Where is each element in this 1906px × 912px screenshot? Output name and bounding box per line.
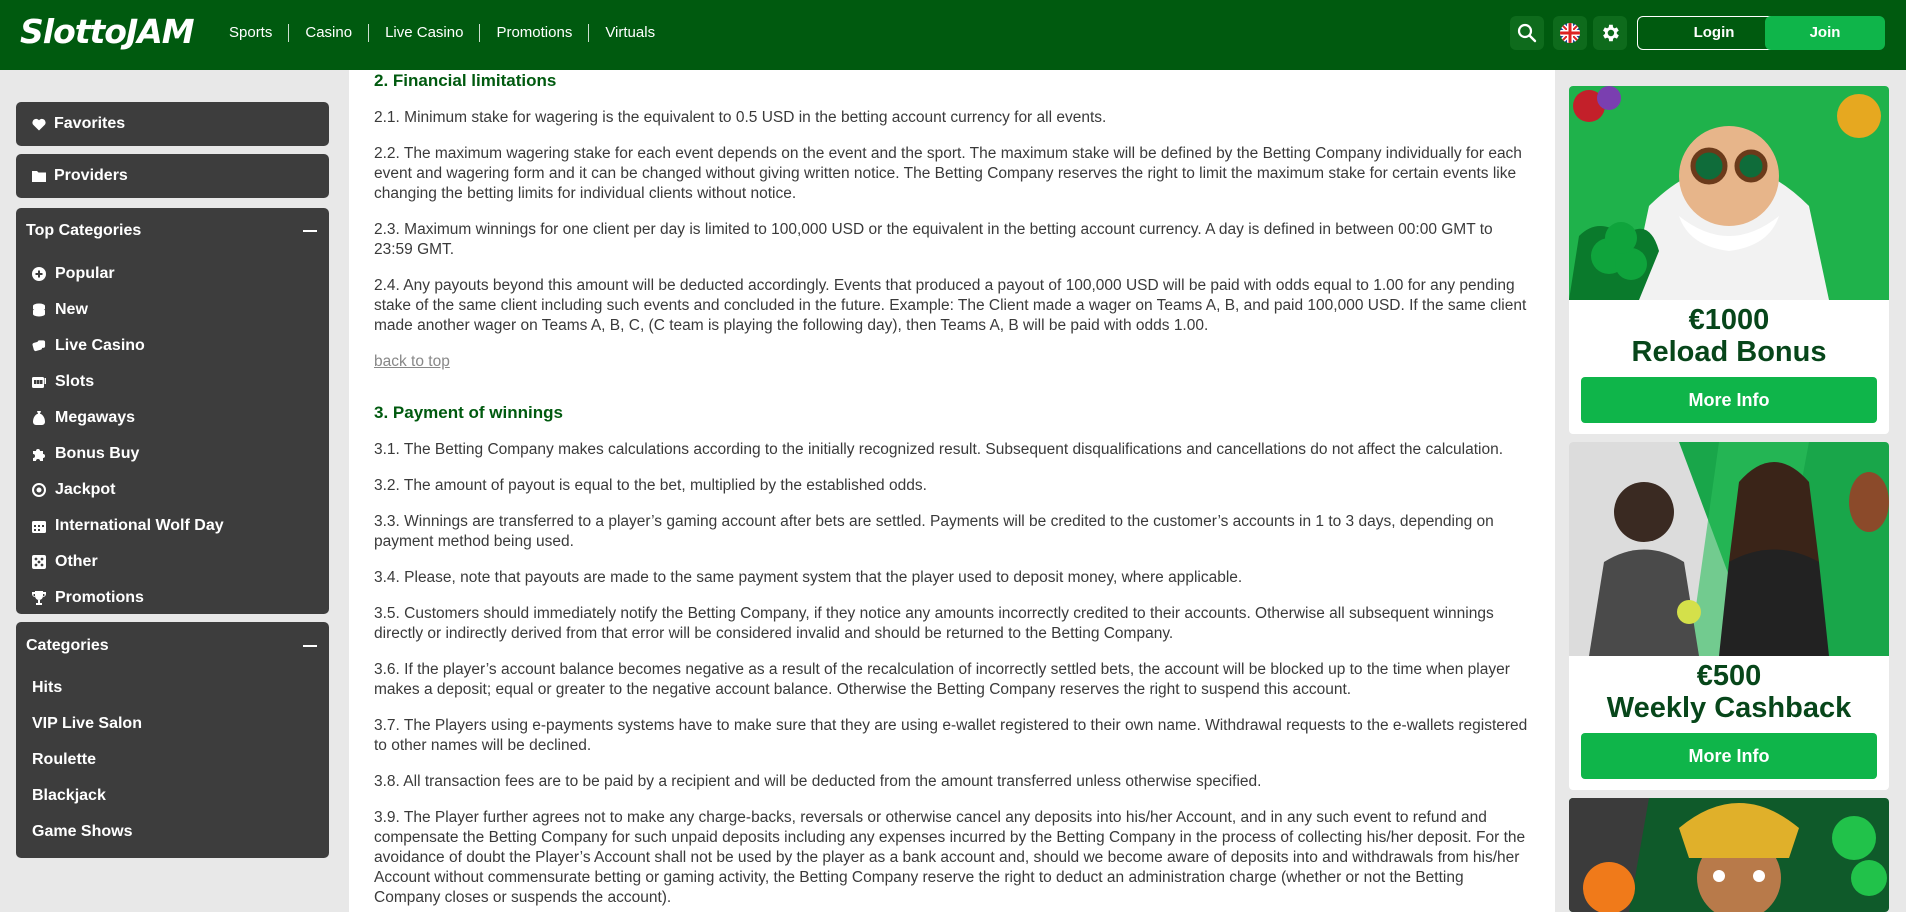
collapse-icon[interactable] xyxy=(303,645,317,647)
paragraph-3-5: 3.5. Customers should immediately notify the Betting Company, if they notice any amounts incorrectly credited to their accounts. Otherwise all subsequent winnings directly or indirectly derived from that error will be considered invalid and should be returned to the Betting Company. xyxy=(374,605,1494,642)
paragraph-2-2: 2.2. The maximum wagering stake for each event depends on the event and the sport. The maximum stake will be defined by the Betting Company individually for each event and wagering form and it can be changed without giving written notice. The Betting Company reserves the right to limit the maximum stake for certain events like changing the betting limits for individual clients without notice. xyxy=(374,145,1522,202)
calendar-icon xyxy=(32,519,46,533)
promo-amount: €500 xyxy=(1696,660,1762,692)
promo-amount: €1000 xyxy=(1688,304,1770,336)
sidebar-item-jackpot[interactable]: Jackpot xyxy=(16,472,329,508)
sidebar-item-international-wolf-day[interactable]: International Wolf Day xyxy=(16,508,329,544)
join-button[interactable]: Join xyxy=(1765,16,1885,50)
paragraph-2-4: 2.4. Any payouts beyond this amount will be deducted accordingly. Events that produced a payout of 100,000 USD will be paid with odds equal to 1.00 for any pending stake of the same client including such events and concluded in the future. Example: The Client made a wager on Teams A, B, and paid 100,000 USD. If the same client made another wager on Teams A, B, C, (C team is playing the following day), then Teams A, B will be paid with odds 1.00. xyxy=(374,277,1527,334)
categories-panel xyxy=(16,622,329,858)
main-nav xyxy=(218,24,671,42)
top-categories-panel xyxy=(16,208,329,614)
login-button[interactable]: Login xyxy=(1637,16,1791,50)
target-icon xyxy=(32,483,46,497)
paragraph-3-1: 3.1. The Betting Company makes calculations according to the initially recognized result. Subsequent disqualifications and cancellations do not affect the calculation. xyxy=(374,441,1504,458)
nav-virtuals[interactable]: Virtuals xyxy=(605,24,656,41)
coins-icon xyxy=(32,303,46,317)
favorites-button[interactable] xyxy=(16,102,329,146)
promo-illustration-athletes xyxy=(1569,442,1889,656)
section-3-title: 3. Payment of winnings xyxy=(374,403,563,422)
collapse-icon[interactable] xyxy=(303,230,317,232)
trophy-icon xyxy=(32,591,46,605)
sidebar-item-roulette[interactable]: Roulette xyxy=(32,751,96,768)
top-navigation-bar xyxy=(0,0,1906,70)
paragraph-3-8: 3.8. All transaction fees are to be paid by a recipient and will be deducted from the amount transferred unless otherwise specified. xyxy=(374,773,1262,790)
folder-icon xyxy=(32,169,46,183)
back-to-top-link[interactable]: back to top xyxy=(374,353,450,370)
puzzle-icon xyxy=(32,447,46,461)
more-info-button[interactable]: More Info xyxy=(1581,377,1877,423)
dice-icon xyxy=(32,555,46,569)
sidebar-item-blackjack[interactable]: Blackjack xyxy=(32,787,106,804)
paragraph-3-4: 3.4. Please, note that payouts are made to the same payment system that the player used to deposit money, where applicable. xyxy=(374,569,1243,586)
sidebar-item-hits[interactable]: Hits xyxy=(32,679,63,696)
sidebar-item-megaways[interactable]: Megaways xyxy=(16,400,329,436)
sidebar-item-live-casino[interactable]: Live Casino xyxy=(16,328,329,364)
slot-machine-icon xyxy=(32,375,46,389)
providers-label: Providers xyxy=(54,167,128,184)
promo-card-weekly-cashback xyxy=(1569,442,1889,790)
promo-card-reload-bonus xyxy=(1569,86,1889,434)
live-dice-icon xyxy=(32,339,46,353)
top-categories-header[interactable] xyxy=(16,208,329,254)
promo-illustration-aztec xyxy=(1569,798,1889,912)
nav-sports[interactable]: Sports xyxy=(218,24,289,42)
more-info-button[interactable]: More Info xyxy=(1581,733,1877,779)
paragraph-3-2: 3.2. The amount of payout is equal to the bet, multiplied by the established odds. xyxy=(374,477,927,494)
gear-icon[interactable] xyxy=(1593,16,1627,50)
uk-flag-icon[interactable] xyxy=(1553,16,1587,50)
search-icon[interactable] xyxy=(1510,16,1544,50)
paragraph-3-6: 3.6. If the player’s account balance becomes negative as a result of the recalculation of incorrectly settled bets, the account will be blocked up to the time when player makes a deposit; equal or greater to the negative account balance. Otherwise the Betting Company reserves the right to suspend this account. xyxy=(374,661,1510,698)
promo-title: Reload Bonus xyxy=(1631,336,1827,368)
sidebar-item-new[interactable]: New xyxy=(16,292,329,328)
sidebar-item-slots[interactable]: Slots xyxy=(16,364,329,400)
paragraph-3-3: 3.3. Winnings are transferred to a player’s gaming account after bets are settled. Payments will be credited to the customer’s accounts in 1 to 3 days, depending on payment method being used. xyxy=(374,513,1494,550)
nav-casino[interactable]: Casino xyxy=(289,24,369,42)
section-2-title: 2. Financial limitations xyxy=(374,71,557,90)
sidebar-item-popular[interactable]: Popular xyxy=(16,256,329,292)
site-logo[interactable]: SlottoJAM xyxy=(20,12,194,51)
paragraph-2-1: 2.1. Minimum stake for wagering is the equivalent to 0.5 USD in the betting account currency for all events. xyxy=(374,109,1107,126)
categories-title: Categories xyxy=(26,637,109,654)
money-bag-icon xyxy=(32,411,46,425)
promo-title: Weekly Cashback xyxy=(1606,692,1852,724)
promo-illustration-professor xyxy=(1569,86,1889,300)
terms-content-panel xyxy=(349,70,1555,912)
sidebar-item-vip-live-salon[interactable]: VIP Live Salon xyxy=(32,715,142,732)
nav-promotions[interactable]: Promotions xyxy=(480,24,589,42)
providers-button[interactable] xyxy=(16,154,329,198)
nav-live-casino[interactable]: Live Casino xyxy=(369,24,480,42)
paragraph-3-9: 3.9. The Player further agrees not to make any charge-backs, reversals or otherwise cancel any deposits into his/her Account, and in any such event to refund and compensate the Betting Company for such unpaid deposits including any expenses incurred by the Betting Company in the process of collecting his/her deposit. For the avoidance of doubt the Player’s Account shall not be used by the player as a bank account and, should we become aware of deposits into and withdrawals from his/her Account without commensurate betting or gaming activity, the Betting Company reserve the right to deduct an administration charge (whether or not the Betting Company closes or suspends the account). xyxy=(374,809,1526,906)
top-categories-title: Top Categories xyxy=(26,222,142,239)
sidebar-item-game-shows[interactable]: Game Shows xyxy=(32,823,133,840)
terms-text xyxy=(374,70,1534,908)
heart-icon xyxy=(32,117,46,131)
sidebar-item-other[interactable]: Other xyxy=(16,544,329,580)
sidebar-item-promotions[interactable]: Promotions xyxy=(16,580,329,616)
paragraph-3-7: 3.7. The Players using e-payments systems have to make sure that they are using e-wallet registered to their own name. Withdrawal requests to the e-wallets registered to other names will be declined. xyxy=(374,717,1528,754)
plus-circle-icon xyxy=(32,267,46,281)
sidebar-item-bonus-buy[interactable]: Bonus Buy xyxy=(16,436,329,472)
categories-header[interactable] xyxy=(16,622,329,670)
promo-card-third xyxy=(1569,798,1889,912)
favorites-label: Favorites xyxy=(54,115,126,132)
paragraph-2-3: 2.3. Maximum winnings for one client per day is limited to 100,000 USD or the equivalent in the betting account currency. A day is defined in between 00:00 GMT to 23:59 GMT. xyxy=(374,221,1493,258)
